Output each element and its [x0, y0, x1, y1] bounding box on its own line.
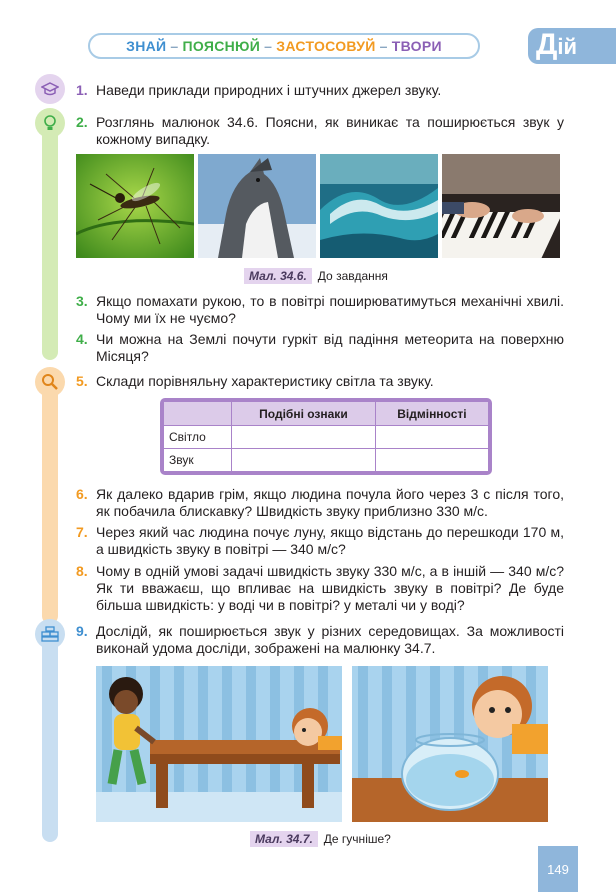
photo-wolf-howling	[198, 154, 316, 258]
photo-mosquito	[76, 154, 194, 258]
task-text: Як далеко вдарив грім, якщо людина почула його через 3 с після того, як побачила блискавку? Швидкість звуку приблизно 330 м/с.	[96, 486, 564, 519]
task-text: Якщо помахати рукою, то в повітрі поширюватимуться механічні хвилі. Чому ми їх не чуємо?	[96, 293, 564, 326]
task-4	[76, 331, 564, 365]
banner-separator: –	[170, 38, 179, 54]
task-number: 6.	[76, 486, 88, 502]
task-text: Розглянь малюнок 34.6. Поясни, як виникає та поширюється звук у кожному випадку.	[96, 114, 564, 147]
rail-create	[42, 636, 58, 842]
photo-sea-wave	[320, 154, 438, 258]
table-header-empty	[164, 402, 232, 426]
banner-word-know: ЗНАЙ	[126, 38, 167, 54]
task-5	[76, 373, 564, 390]
rail-apply	[42, 372, 58, 624]
figure-caption-text: До завдання	[317, 269, 388, 283]
figure-caption-34-6	[244, 268, 388, 284]
banner-word-explain: ПОЯСНЮЙ	[182, 38, 261, 54]
task-number: 4.	[76, 331, 88, 347]
task-2	[76, 114, 564, 148]
rail-explain	[42, 110, 58, 360]
graduation-cap-icon	[35, 74, 65, 104]
table-cell	[375, 426, 488, 449]
task-text: Через який час людина почує луну, якщо відстань до перешкоди 170 м, а швидкість звуку в повітрі — 340 м/с?	[96, 524, 564, 557]
table-cell	[232, 449, 376, 472]
task-1	[76, 82, 564, 99]
bricks-icon	[35, 619, 65, 649]
task-text: Склади порівняльну характеристику світла та звуку.	[96, 373, 434, 389]
section-tab-rest: ій	[557, 34, 578, 59]
task-text: Наведи приклади природних і штучних джерел звуку.	[96, 82, 442, 98]
magnifier-icon	[35, 367, 65, 397]
comparison-table	[160, 398, 492, 475]
table-row-label: Світло	[164, 426, 232, 449]
page-number: 149	[538, 846, 578, 892]
task-9	[76, 623, 564, 657]
figure-caption-34-7	[250, 831, 391, 847]
task-6	[76, 486, 564, 520]
figure-label: Мал. 34.6.	[244, 268, 312, 284]
task-text: Чому в одній умові задачі швидкість звуку 330 м/с, а в іншій — 340 м/с? Як ти вважаєш, що впливає на швидкість звуку в повітрі? Де буде більша швидкість: у воді чи в повітрі? у металі чи у воді?	[96, 563, 564, 613]
lightbulb-icon	[35, 108, 65, 138]
table-cell	[375, 449, 488, 472]
figure-caption-text: Де гучніше?	[323, 832, 391, 846]
task-text: Дослідй, як поширюється звук у різних середовищах. За можливості виконай удома досліди, зображені на малюнку 34.7.	[96, 623, 564, 656]
table-row	[164, 426, 489, 449]
photo-piano-hands	[442, 154, 560, 258]
banner-separator: –	[379, 38, 388, 54]
figure-label: Мал. 34.7.	[250, 831, 318, 847]
task-number: 1.	[76, 82, 88, 98]
task-text: Чи можна на Землі почути гуркіт від падіння метеорита на поверхню Місяця?	[96, 331, 564, 364]
table-header-differences: Відмінності	[375, 402, 488, 426]
task-number: 2.	[76, 114, 88, 130]
table-header-row	[164, 402, 489, 426]
task-number: 8.	[76, 563, 88, 579]
table-row	[164, 449, 489, 472]
banner-word-apply: ЗАСТОСОВУЙ	[276, 38, 376, 54]
table-header-similar: Подібні ознаки	[232, 402, 376, 426]
banner-separator: –	[264, 38, 273, 54]
task-number: 5.	[76, 373, 88, 389]
illustration-aquarium-experiment	[352, 666, 548, 822]
section-tab-letter: Д	[536, 28, 558, 61]
section-tab-label	[536, 27, 577, 65]
task-number: 9.	[76, 623, 88, 639]
task-number: 3.	[76, 293, 88, 309]
illustration-table-experiment	[96, 666, 342, 822]
task-number: 7.	[76, 524, 88, 540]
task-8	[76, 563, 564, 614]
task-3	[76, 293, 564, 327]
task-7	[76, 524, 564, 558]
table-cell	[232, 426, 376, 449]
section-banner	[88, 33, 480, 59]
banner-word-create: ТВОРИ	[391, 38, 442, 54]
table-row-label: Звук	[164, 449, 232, 472]
